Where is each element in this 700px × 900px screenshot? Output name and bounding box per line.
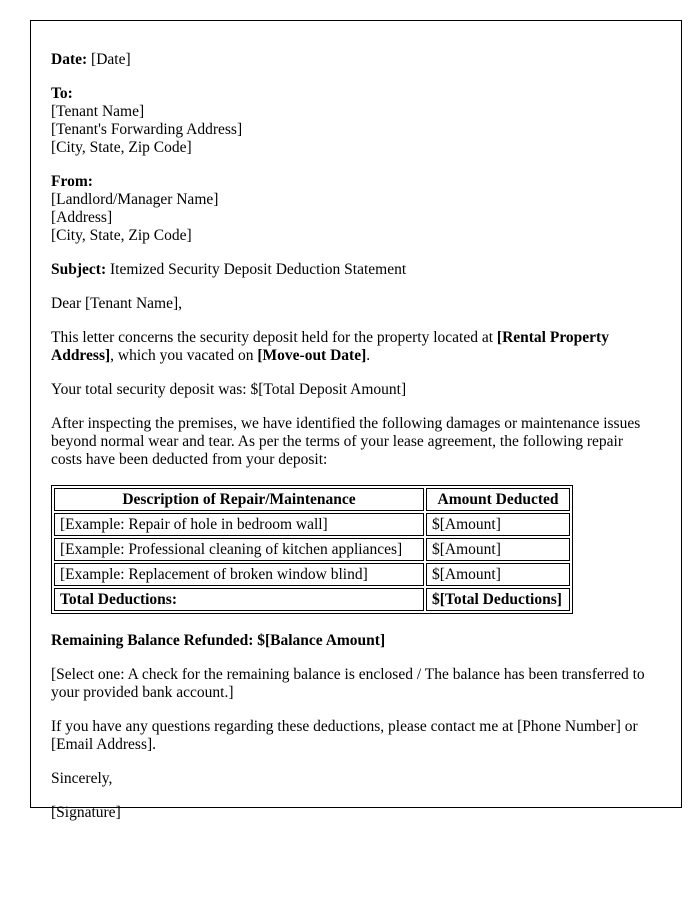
tenant-city-line: [City, State, Zip Code] xyxy=(51,139,192,156)
table-row xyxy=(54,538,570,561)
repair-description: [Example: Replacement of broken window blind] xyxy=(54,563,424,586)
rental-property-placeholder: [Rental Property Address] xyxy=(51,329,609,364)
remaining-balance-line xyxy=(51,632,655,650)
from-label: From: xyxy=(51,173,93,190)
date-value: [Date] xyxy=(87,51,131,68)
repair-description: [Example: Repair of hole in bedroom wall] xyxy=(54,513,424,536)
repair-amount: $[Amount] xyxy=(426,513,570,536)
intro-text-2: , which you vacated on xyxy=(110,347,258,364)
repair-description: [Example: Professional cleaning of kitchen appliances] xyxy=(54,538,424,561)
moveout-date-placeholder: [Move-out Date] xyxy=(257,347,367,364)
remaining-balance-text: Remaining Balance Refunded: $[Balance Amount] xyxy=(51,632,386,649)
header-amount: Amount Deducted xyxy=(426,488,570,511)
questions-paragraph: If you have any questions regarding these deductions, please contact me at [Phone Number] or [Email Address]. xyxy=(51,718,638,753)
signature-placeholder: [Signature] xyxy=(51,804,121,821)
subject-line xyxy=(51,261,655,279)
date-label: Date: xyxy=(51,51,88,68)
date-line xyxy=(51,51,655,69)
deposit-total-line: Your total security deposit was: $[Total Deposit Amount] xyxy=(51,381,407,398)
recipient-block xyxy=(51,85,655,157)
landlord-city-line: [City, State, Zip Code] xyxy=(51,227,192,244)
landlord-name-line: [Landlord/Manager Name] xyxy=(51,191,219,208)
tenant-address-line: [Tenant's Forwarding Address] xyxy=(51,121,243,138)
table-header-row xyxy=(54,488,570,511)
closing-line: Sincerely, xyxy=(51,770,113,787)
table-row xyxy=(54,513,570,536)
sender-block xyxy=(51,173,655,245)
subject-value: Itemized Security Deposit Deduction Statement xyxy=(106,261,407,278)
intro-paragraph xyxy=(51,329,655,365)
intro-text-1: This letter concerns the security deposit held for the property located at xyxy=(51,329,497,346)
deductions-table xyxy=(51,485,573,614)
landlord-address-line: [Address] xyxy=(51,209,113,226)
tenant-name-line: [Tenant Name] xyxy=(51,103,145,120)
total-deductions-label: Total Deductions: xyxy=(54,588,424,611)
header-description: Description of Repair/Maintenance xyxy=(54,488,424,511)
select-one-paragraph: [Select one: A check for the remaining balance is enclosed / The balance has been transferred to your provided bank account.] xyxy=(51,666,645,701)
salutation: Dear [Tenant Name], xyxy=(51,295,183,312)
inspection-paragraph: After inspecting the premises, we have identified the following damages or maintenance issues beyond normal wear and tear. As per the terms of your lease agreement, the following repair costs have been deducted from your deposit: xyxy=(51,415,641,468)
letter-page xyxy=(30,20,682,821)
total-deductions-amount: $[Total Deductions] xyxy=(426,588,570,611)
repair-amount: $[Amount] xyxy=(426,563,570,586)
intro-text-3: . xyxy=(366,347,371,364)
table-total-row xyxy=(54,588,570,611)
table-row xyxy=(54,563,570,586)
repair-amount: $[Amount] xyxy=(426,538,570,561)
to-label: To: xyxy=(51,85,73,102)
subject-label: Subject: xyxy=(51,261,107,278)
